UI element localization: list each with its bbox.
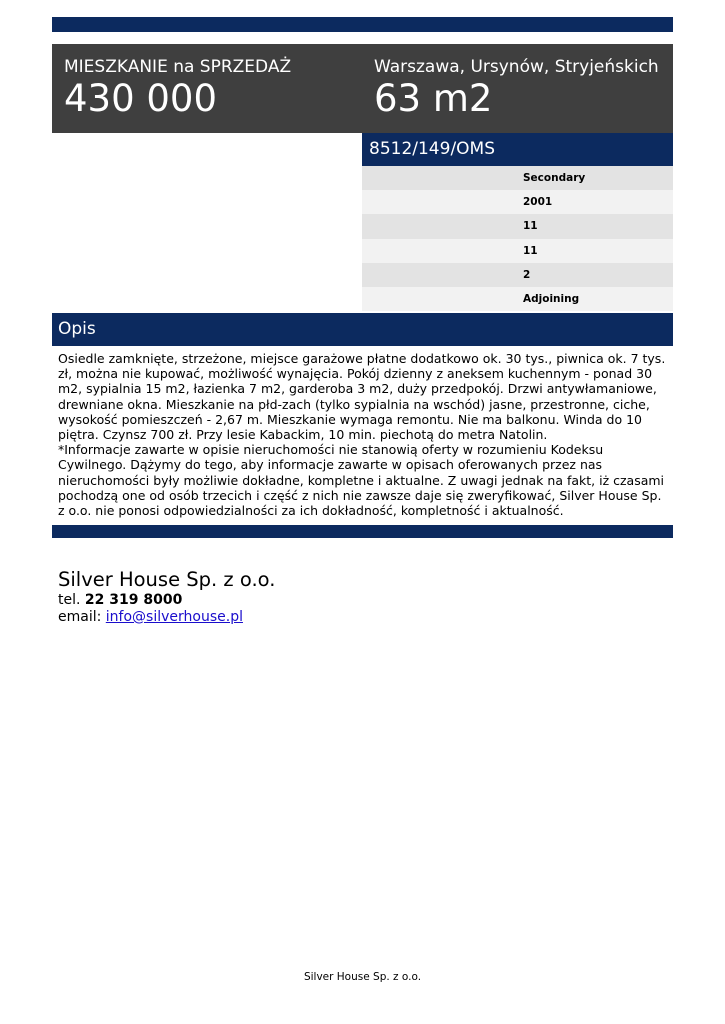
company-phone-line (58, 592, 275, 609)
parameter-row (362, 214, 673, 238)
description-disclaimer: *Informacje zawarte w opisie nieruchomości nie stanowią oferty w rozumieniu Kodeksu Cywilnego. Dążymy do tego, aby informacje zawarte w opisach oferowanych przez nas nieruchomości były możliwie dokładne, kompletne i aktualne. Z uwagi jednak na fakt, iż czasami pochodzą one od osób trzecich i część z nich nie zawsze daje się zweryfikować, Silver House Sp. z o.o. nie ponosi odpowiedzialności za ich dokładność, kompletność i aktualność. (58, 442, 665, 519)
reference-bar (362, 133, 673, 166)
parameter-value: 11 (523, 220, 538, 233)
description-body (58, 351, 670, 518)
listing-price: 430 000 (64, 77, 218, 120)
listing-area: 63 m2 (374, 77, 493, 120)
listing-location: Warszawa, Ursynów, Stryjeńskich (374, 57, 659, 77)
header-left (64, 56, 291, 120)
page-footer: Silver House Sp. z o.o. (303, 971, 422, 983)
parameter-row (362, 263, 673, 287)
description-heading: Opis (58, 319, 96, 339)
company-contact (58, 568, 275, 626)
parameter-value: Secondary (523, 172, 586, 184)
parameter-row (362, 239, 673, 263)
listing-header (52, 44, 673, 133)
parameter-value: 11 (523, 244, 538, 257)
bottom-accent-bar (52, 525, 673, 538)
email-label: email: (58, 609, 102, 625)
reference-number: 8512/149/OMS (369, 139, 496, 159)
company-name: Silver House Sp. z o.o. (58, 568, 276, 591)
parameter-value: Adjoining (523, 292, 580, 305)
parameter-row (362, 287, 673, 311)
description-heading-bar (52, 313, 673, 346)
header-right (374, 56, 659, 120)
email-link[interactable]: info@silverhouse.pl (105, 609, 243, 625)
parameter-row (362, 166, 673, 190)
parameter-value: 2 (523, 268, 531, 281)
top-accent-bar (52, 17, 673, 32)
company-email-line (58, 609, 275, 626)
phone-number: 22 319 8000 (84, 592, 183, 608)
description-text: Osiedle zamknięte, strzeżone, miejsce garażowe płatne dodatkowo ok. 30 tys., piwnica ok. 7 tys. zł, można nie kupować, możliwość wynajęcia. Pokój dzienny z aneksem kuchennym - ponad 30 m2, sypialnia 15 m2, łazienka 7 m2, garderoba 3 m2, duży przedpokój. Drzwi antywłamaniowe, drewniane okna. Mieszkanie na płd-zach (tylko sypialnia na wschód) jasne, przestronne, ciche, wysokość pomieszczeń - 2,67 m. Mieszkanie wymaga remontu. Nie ma balkonu. Winda do 10 piętra. Czynsz 700 zł. Przy lesie Kabackim, 10 min. piechotą do metra Natolin. (58, 351, 666, 443)
parameters-table (362, 166, 673, 311)
listing-type: MIESZKANIE na SPRZEDAŻ (64, 57, 292, 77)
parameter-value: 2001 (523, 196, 553, 209)
parameter-row (362, 190, 673, 214)
phone-label: tel. (58, 592, 81, 608)
